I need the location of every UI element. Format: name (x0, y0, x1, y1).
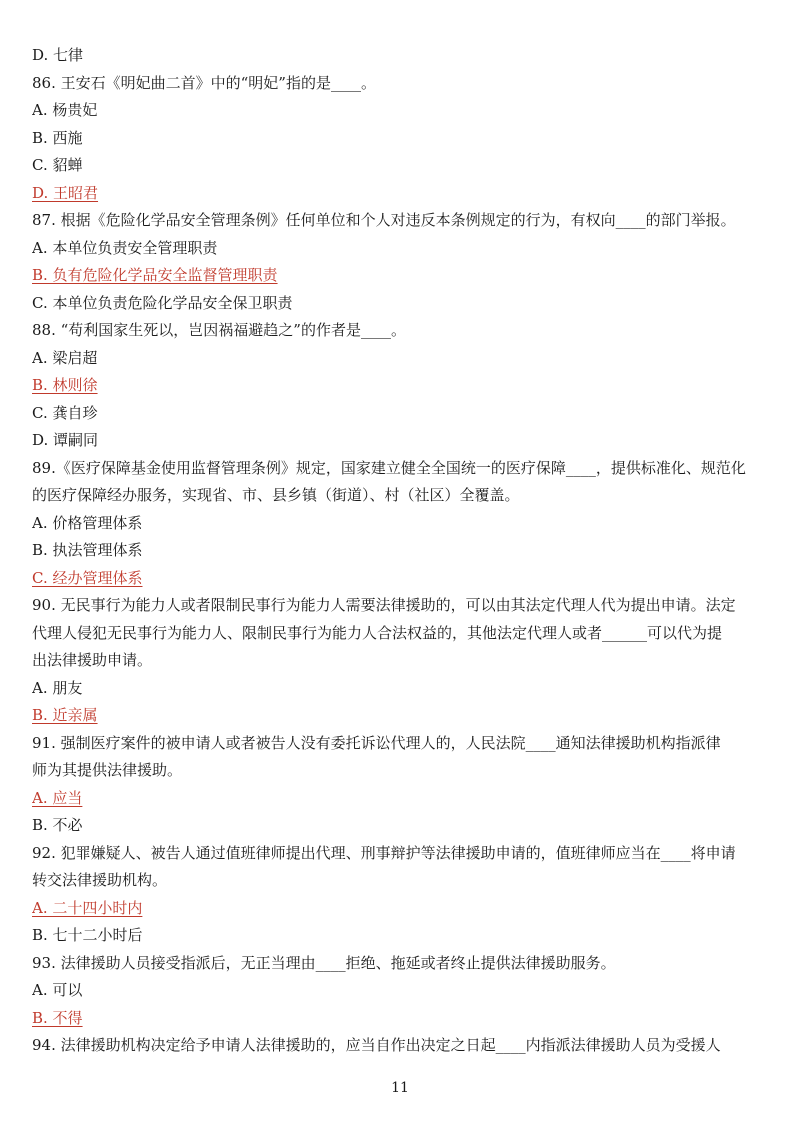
text-line: 转交法律援助机构。 (32, 871, 168, 889)
text-line: C. 龚自珍 (32, 403, 98, 422)
text-line: B. 执法管理体系 (32, 541, 143, 559)
correct-answer-line: D. 王昭君 (32, 183, 99, 202)
text-line: B. 七十二小时后 (32, 926, 143, 944)
text-line: C. 貂蝉 (32, 156, 83, 174)
text-line: D. 谭嗣同 (32, 431, 99, 449)
page-number: 11 (391, 1080, 409, 1096)
text-line: 92. 犯罪嫌疑人、被告人通过值班律师提出代理、刑事辩护等法律援助申请的，值班律师应当在____将申请 (32, 843, 736, 862)
correct-answer-line: B. 不得 (32, 1008, 83, 1027)
correct-answer-line: B. 近亲属 (32, 706, 98, 724)
text-line: A. 价格管理体系 (32, 513, 143, 532)
text-line: A. 朋友 (32, 678, 83, 697)
text-line: 87. 根据《危险化学品安全管理条例》任何单位和个人对违反本条例规定的行为，有权向____的部门举报。 (32, 211, 736, 229)
text-line: D. 七律 (32, 46, 84, 64)
text-line: 88. “苟利国家生死以，岂因祸福避趋之”的作者是____。 (32, 321, 406, 339)
text-line: C. 本单位负责危险化学品安全保卫职责 (32, 293, 293, 312)
text-line: 代理人侵犯无民事行为能力人、限制民事行为能力人合法权益的，其他法定代理人或者______可以代为提 (32, 623, 723, 642)
text-line: 91. 强制医疗案件的被申请人或者被告人没有委托诉讼代理人的，人民法院____通知法律援助机构指派律 (32, 733, 721, 752)
text-line: 89.《医疗保障基金使用监督管理条例》规定，国家建立健全全国统一的医疗保障____，提供标准化、规范化 (32, 458, 746, 477)
text-line: 93. 法律援助人员接受指派后，无正当理由____拒绝、拖延或者终止提供法律援助服务。 (32, 953, 616, 972)
correct-answer-line: B. 林则徐 (32, 376, 98, 394)
document-body (32, 42, 772, 1060)
correct-answer-line: C. 经办管理体系 (32, 568, 143, 587)
text-line: 90. 无民事行为能力人或者限制民事行为能力人需要法律援助的，可以由其法定代理人代为提出申请。法定 (32, 596, 736, 614)
text-line: 出法律援助申请。 (32, 651, 153, 669)
text-line: B. 不必 (32, 816, 83, 834)
correct-answer-line: A. 二十四小时内 (32, 898, 143, 917)
text-line: 86. 王安石《明妃曲二首》中的“明妃”指的是____。 (32, 73, 376, 92)
correct-answer-line: A. 应当 (32, 788, 83, 807)
text-line: A. 梁启超 (32, 348, 98, 367)
text-line: A. 本单位负责安全管理职责 (32, 238, 218, 257)
text-line: 的医疗保障经办服务，实现省、市、县乡镇（街道）、村（社区）全覆盖。 (32, 486, 520, 504)
text-line: 师为其提供法律援助。 (32, 761, 183, 779)
correct-answer-line: B. 负有危险化学品安全监督管理职责 (32, 266, 278, 284)
text-line: A. 可以 (32, 981, 83, 999)
text-line: B. 西施 (32, 128, 83, 147)
text-line: A. 杨贵妃 (32, 101, 98, 119)
text-line: 94. 法律援助机构决定给予申请人法律援助的，应当自作出决定之日起____内指派法律援助人员为受援人 (32, 1036, 721, 1054)
